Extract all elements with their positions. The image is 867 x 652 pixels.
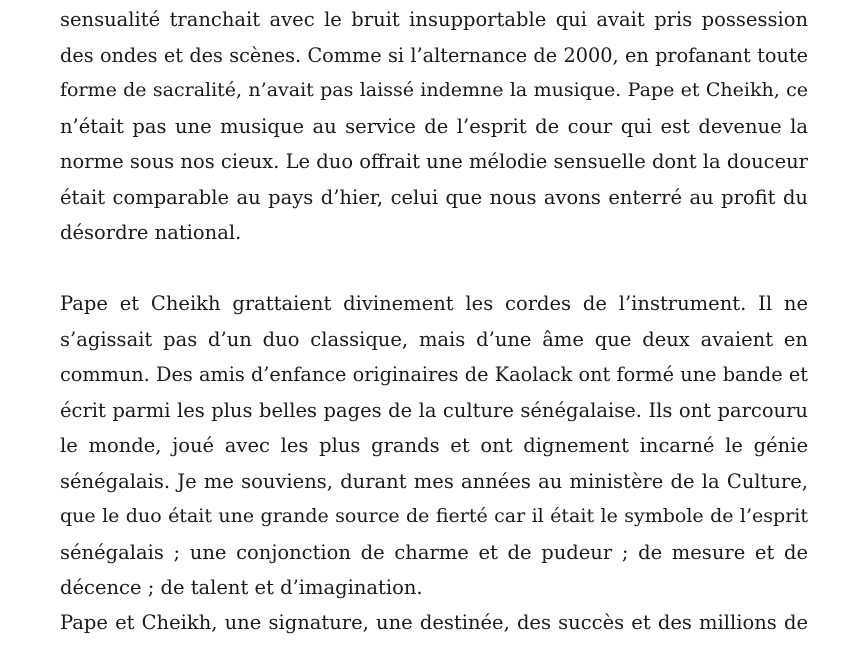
text-line: Pape et Cheikh, une signature, une destinée, des succès et des millions de [60, 611, 808, 634]
document-page [60, 0, 808, 652]
text-line: n’était pas une musique au service de l’esprit de cour qui est devenue la [60, 114, 808, 138]
paragraph-2 [60, 286, 808, 606]
text-line: commun. Des amis d’enfance originaires de Kaolack ont formé une bande et [60, 363, 808, 386]
text-line: forme de sacralité, n’avait pas laissé indemne la musique. Pape et Cheikh, ce [60, 79, 808, 101]
paragraph-3 [60, 605, 808, 641]
text-line: que le duo était une grande source de fierté car il était le symbole de l’esprit [60, 505, 808, 527]
text-line: s’agissait pas d’un duo classique, mais d’une âme que deux avaient en [60, 327, 808, 351]
text-line: décence ; de talent et d’imagination. [60, 576, 423, 599]
text-line: était comparable au pays d’hier, celui que nous avons enterré au profit du [60, 185, 808, 209]
text-line: sensualité tranchait avec le bruit insupportable qui avait pris possession [60, 8, 808, 31]
text-line: désordre national. [60, 221, 242, 244]
text-line: écrit parmi les plus belles pages de la culture sénégalaise. Ils ont parcouru [60, 398, 808, 422]
paragraph-1 [60, 2, 808, 251]
text-line: sénégalais. Je me souviens, durant mes années au ministère de la Culture, [60, 469, 808, 493]
text-line: norme sous nos cieux. Le duo offrait une mélodie sensuelle dont la douceur [60, 150, 808, 173]
text-line: Pape et Cheikh grattaient divinement les cordes de l’instrument. Il ne [60, 292, 808, 315]
text-line: des ondes et des scènes. Comme si l’alternance de 2000, en profanant toute [60, 43, 808, 67]
text-line: le monde, joué avec les plus grands et ont dignement incarné le génie [60, 434, 808, 457]
text-line: sénégalais ; une conjonction de charme et de pudeur ; de mesure et de [60, 540, 808, 564]
